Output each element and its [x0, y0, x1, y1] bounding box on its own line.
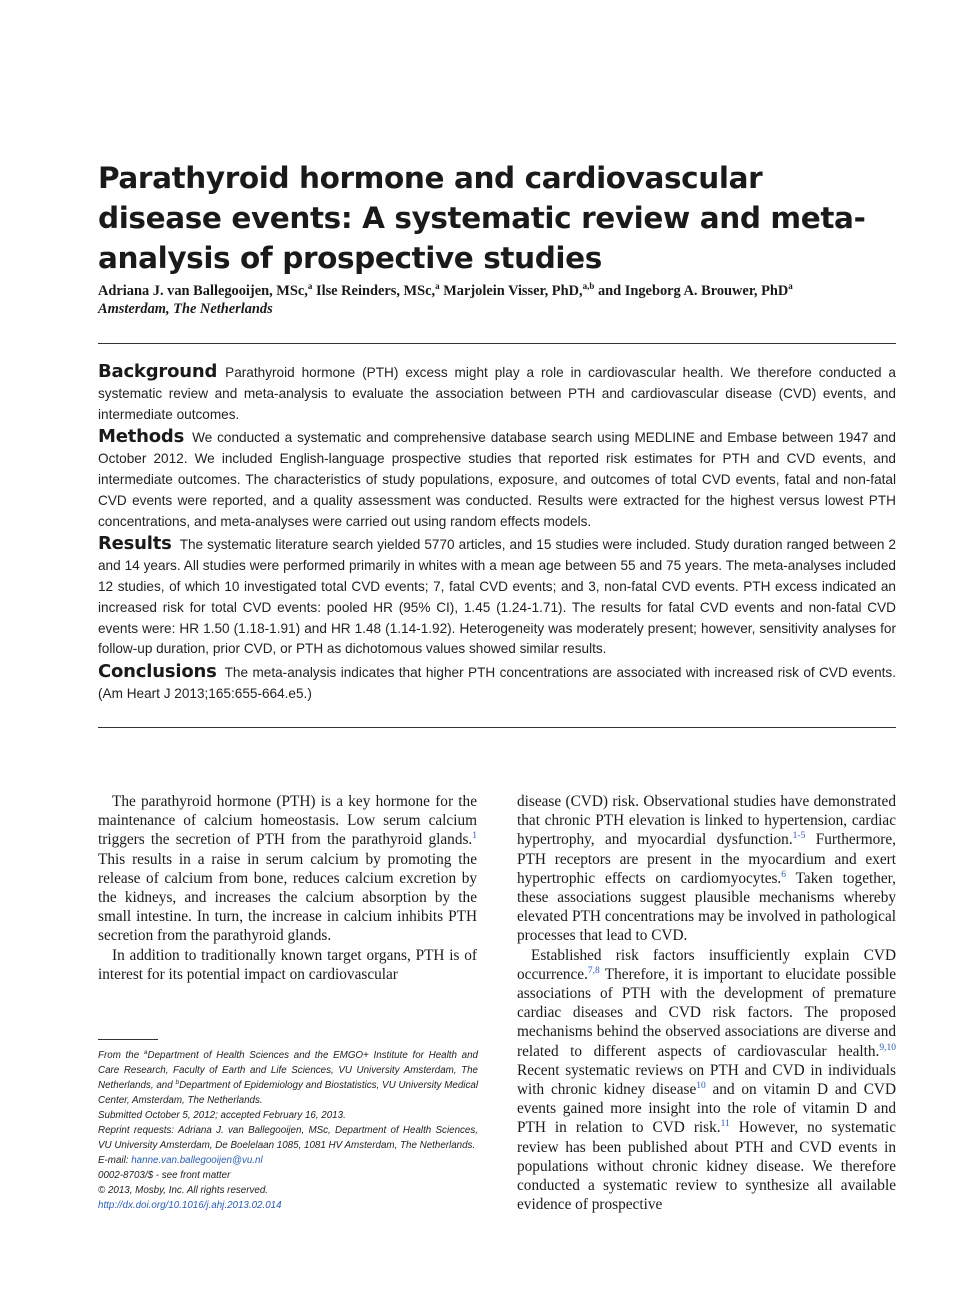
citation-link[interactable]: 6 [781, 869, 787, 880]
abstract-results [98, 534, 896, 660]
email-link[interactable]: hanne.van.ballegooijen@vu.nl [131, 1155, 263, 1166]
body-paragraph: The parathyroid hormone (PTH) is a key hormone for the maintenance of calcium homeostasis. Low serum calcium triggers the secretion of PTH from the parathyroid glands.$^1$ This results in a raise in serum calcium by promoting the release of calcium from bone, reduces calcium excretion by the kidneys, and increases the calcium absorption by the small intestine. In turn, the increase in calcium inhibits PTH secretion from the parathyroid glands. [98, 793, 477, 945]
body-column-right [517, 792, 896, 1214]
abstract-heading: Results [98, 533, 172, 555]
footnote-submitted: Submitted October 5, 2012; accepted February 16, 2013. [98, 1110, 346, 1121]
citation-link[interactable]: 1 [472, 831, 477, 842]
citation-link[interactable]: 1-5 [792, 831, 806, 842]
abstract-text: The systematic literature search yielded 5770 articles, and 15 studies were included. Study duration ranged between 2 and 14 years. All studies were performed primarily in whites with a mean age between 55 and 75 years. The meta-analyses included 12 studies, of which 10 investigated total CVD events; 7, fatal CVD events; and 3, non-fatal CVD events. PTH excess indicated an increased risk for total CVD events: pooled HR (95% CI), 1.45 (1.24-1.71). The results for fatal CVD events and non-fatal CVD events were: HR 1.50 (1.18-1.91) and HR 1.48 (1.14-1.92). Heterogeneity was moderately present; however, sensitivity analyses for follow-up duration, prior CVD, or PTH as dichotomous values showed similar results. [98, 537, 896, 657]
affiliation-mark: a [307, 281, 313, 291]
abstract-bottom-rule [98, 727, 896, 728]
abstract-heading: Conclusions [98, 661, 217, 683]
body-paragraph: Established risk factors insufficiently explain CVD occurrence.$^{7,8}$ Therefore, it is important to elucidate possible associations of PTH with the development of premature cardiac diseases and CVD risk factors. The proposed mechanisms behind the observed associations are diverse and related to different aspects of cardiovascular health.$^{9,10}$ Recent systematic reviews on PTH and CVD in individuals with chronic kidney disease$^{10}$ and on vitamin D and CVD events gained more insight into the role of vitamin D and PTH in relation to CVD risk.$^{11}$ However, no systematic review has been published about PTH and CVD events in populations without chronic kidney disease. We therefore conducted a systematic review to synthesize all available evidence of prospective [517, 946, 896, 1214]
author-list [98, 283, 898, 300]
citation-link[interactable]: 10 [696, 1081, 706, 1092]
abstract-text: We conducted a systematic and comprehensive database search using MEDLINE and Embase between 1947 and October 2012. We included English-language prospective studies that reported risk estimates for PTH and CVD events, and intermediate outcomes. The characteristics of study populations, exposure, and outcomes of total CVD events, fatal and non-fatal CVD events were reported, and a quality assessment was conducted. Results were extracted for the highest versus lowest PTH concentrations, and meta-analyses were carried out using random effects models. [98, 430, 896, 529]
author-name: Marjolein Visser, PhD, [443, 283, 583, 299]
affiliation-mark: a [788, 281, 793, 291]
footnote-rule [98, 1039, 158, 1040]
footnote-email: E-mail: hanne.van.ballegooijen@vu.nl [98, 1155, 263, 1166]
footnotes [98, 1048, 478, 1213]
abstract [98, 362, 896, 707]
affiliation-mark: a [435, 281, 440, 291]
author-name: and Ingeborg A. Brouwer, PhD [597, 283, 789, 299]
footnote-affiliations: From the $^a$Department of Health Sciences and the EMGO+ Institute for Health and Care Research, Faculty of Earth and Life Sciences, VU University Amsterdam, The Netherlands, and $^b$Department of Epidemiology and Biostatistics, VU University Medical Center, Amsterdam, The Netherlands. [98, 1049, 478, 1106]
body-paragraph: In addition to traditionally known target organs, PTH is of interest for its potential impact on cardiovascular [98, 946, 477, 983]
abstract-conclusions [98, 662, 896, 705]
citation-link[interactable]: 7,8 [587, 965, 600, 976]
abstract-text: Parathyroid hormone (PTH) excess might play a role in cardiovascular health. We therefore conducted a systematic review and meta-analysis to evaluate the association between PTH and cardiovascular disease (CVD) events, and intermediate outcomes. [98, 365, 896, 422]
author-name: Adriana J. van Ballegooijen, MSc, [98, 283, 308, 299]
abstract-heading: Methods [98, 426, 185, 448]
footnote-issn: 0002-8703/$ - see front matter [98, 1170, 231, 1181]
abstract-methods [98, 427, 896, 532]
body-paragraph: disease (CVD) risk. Observational studies have demonstrated that chronic PTH elevation is linked to hypertension, cardiac hypertrophy, and myocardial dysfunction.$^{1-5}$ Furthermore, PTH receptors are present in the myocardium and exert hypertrophic effects on cardiomyocytes.$^6$ Taken together, these associations suggest plausible mechanisms whereby elevated PTH concentrations may be involved in pathological processes that lead to CVD. [517, 793, 896, 945]
author-name: Ilse Reinders, MSc, [315, 283, 436, 299]
abstract-background [98, 362, 896, 425]
footnote-copyright: © 2013, Mosby, Inc. All rights reserved. [98, 1185, 269, 1196]
abstract-text: The meta-analysis indicates that higher PTH concentrations are associated with increased risk of CVD events. (Am Heart J 2013;165:655-664.e5.) [98, 665, 896, 701]
author-location: Amsterdam, The Netherlands [98, 301, 273, 317]
doi-link[interactable]: http://dx.doi.org/10.1016/j.ahj.2013.02.014 [98, 1200, 282, 1211]
abstract-top-rule [98, 343, 896, 344]
abstract-heading: Background [98, 361, 218, 382]
citation-link[interactable]: 11 [720, 1119, 730, 1130]
footnote-reprint: Reprint requests: Adriana J. van Ballegooijen, MSc, Department of Health Sciences, VU University Amsterdam, De Boelelaan 1085, 1081 HV Amsterdam, The Netherlands. [98, 1125, 478, 1151]
citation-link[interactable]: 9,10 [879, 1042, 896, 1053]
article-title: Parathyroid hormone and cardiovascular disease events: A systematic review and meta-analysis of prospective studies [98, 161, 866, 275]
body-column-left [98, 792, 477, 984]
affiliation-mark: a,b [582, 281, 595, 291]
footnote-doi [98, 1198, 478, 1213]
